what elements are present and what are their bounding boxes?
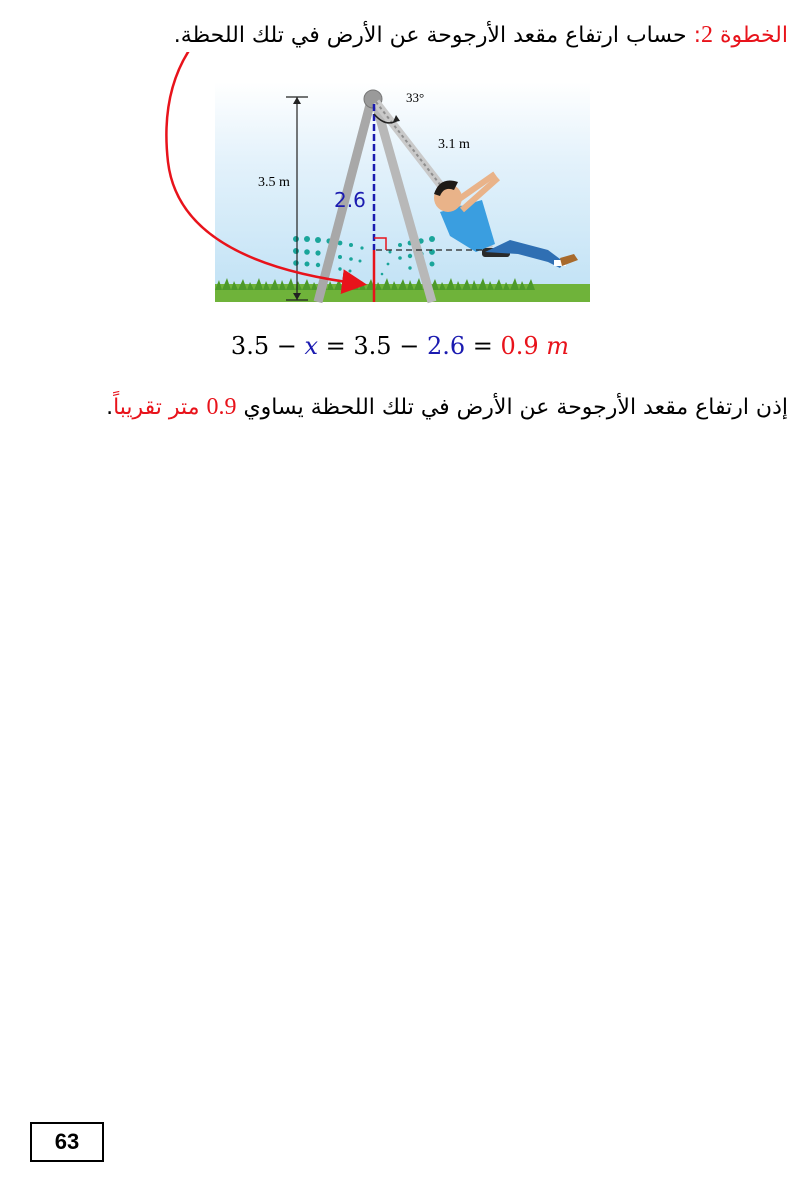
conclusion-value: 0.9 — [206, 394, 237, 420]
eq-equals-1: = — [318, 332, 354, 360]
eq-result: 0.9 — [500, 332, 539, 360]
conclusion-text: إذن ارتفاع مقعد الأرجوحة عن الأرض في تلك اللحظة يساوي — [236, 395, 788, 420]
page-number-box — [30, 1122, 104, 1162]
conclusion-end: . — [106, 395, 114, 420]
step-number: 2 — [701, 22, 714, 48]
eq-term-b: 3.5 — [353, 332, 392, 360]
eq-term-a: 3.5 — [230, 332, 270, 360]
conclusion — [12, 390, 788, 425]
eq-variable-x: x — [304, 332, 319, 360]
eq-unit: m — [546, 332, 570, 360]
height-label: 3.5 m — [258, 175, 290, 190]
segment-2-6-label: 2.6 — [334, 188, 366, 212]
swing-illustration — [150, 52, 610, 312]
eq-minus-1: − — [269, 332, 305, 360]
step-text: حساب ارتفاع مقعد الأرجوحة عن الأرض في تلك اللحظة. — [173, 23, 694, 48]
step-label: الخطوة — [720, 23, 788, 48]
eq-term-c: 2.6 — [426, 332, 466, 360]
step-colon: : — [693, 23, 702, 48]
eq-equals-2: = — [465, 332, 501, 360]
chain-length-label: 3.1 m — [438, 137, 470, 152]
step-heading — [12, 18, 788, 53]
angle-label: 33° — [406, 90, 425, 105]
equation — [0, 332, 800, 360]
page-number: 63 — [54, 1129, 80, 1154]
eq-minus-2: − — [391, 332, 427, 360]
swing-figure — [150, 52, 610, 312]
conclusion-approx: متر تقريباً — [113, 395, 207, 420]
